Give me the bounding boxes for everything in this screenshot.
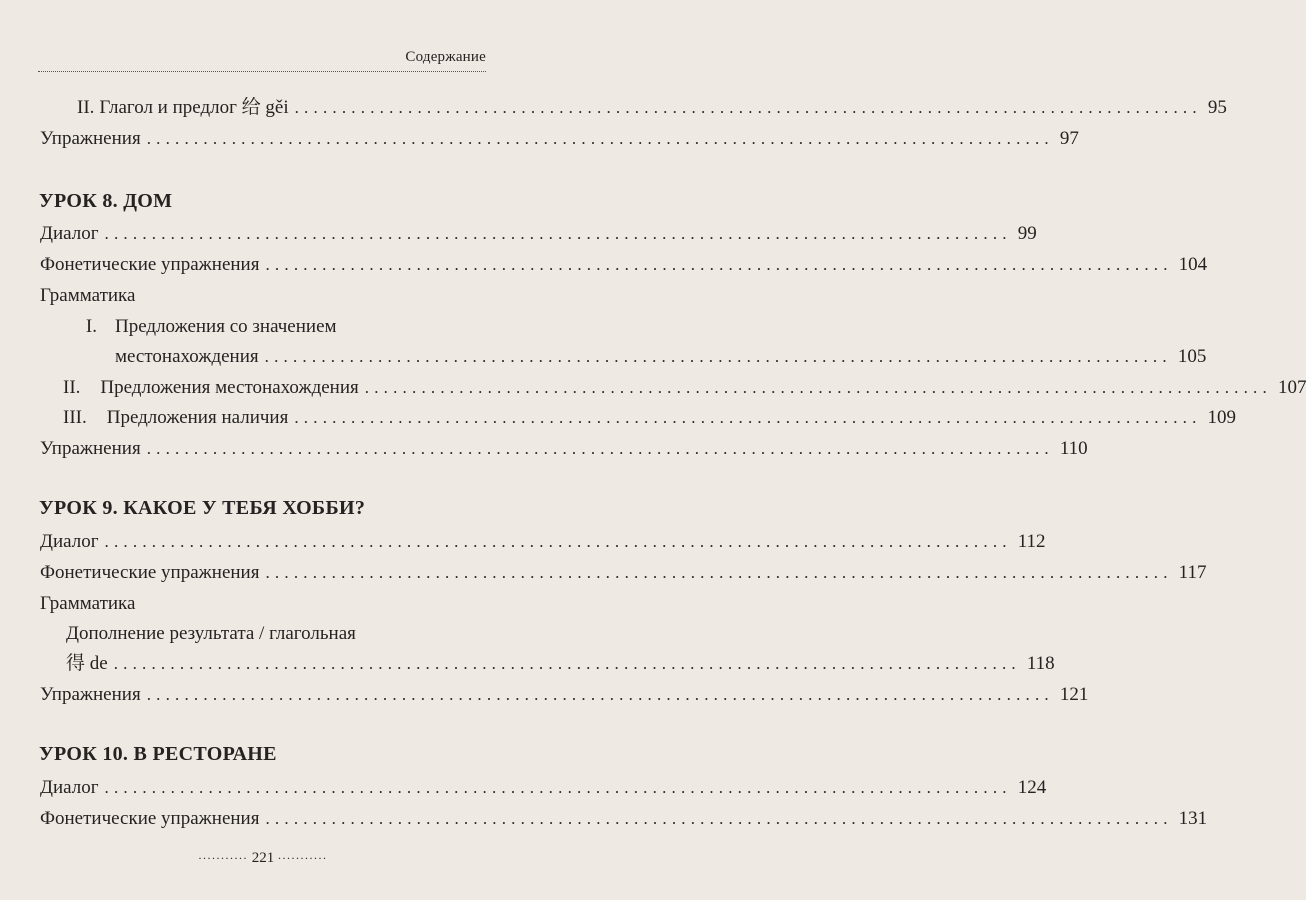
section-label: Грамматика [40,285,136,306]
entry-page: 112 [1017,531,1046,552]
leader-dots: ................................................................................................ [146,129,1054,148]
chapter-heading[interactable]: УРОК 8. ДОМ [39,190,173,212]
leader-dots: ................................................................................................ [364,378,1272,397]
leader-dots: ................................................................................................ [265,809,1173,828]
entry-title: Фонетические упражнения [40,808,260,829]
entry-title: Упражнения [40,438,141,459]
leader-dots: ................................................................................................ [146,439,1054,458]
entry-number: III. [63,407,87,428]
entry-title: Диалог [40,223,99,244]
entry-page: 97 [1059,128,1079,149]
entry-title: Дополнение результата / глагольная [66,623,356,644]
entry-page: 95 [1207,97,1227,118]
entry-number: II. [63,377,81,398]
entry-title: Предложения со значением [115,316,337,337]
leader-dots: ................................................................................................ [104,778,1012,797]
section-label: Грамматика [40,593,136,614]
running-header [38,47,486,72]
entry-title: местонахождения [115,346,259,367]
toc-entry[interactable] [40,253,1208,277]
toc-entry[interactable] [40,683,1089,707]
entry-title: Предложения местонахождения [100,377,359,398]
entry-page: 107 [1277,377,1306,398]
toc-entry[interactable] [63,376,1306,400]
toc-entry [77,315,483,339]
leader-dots: ................................................................................................ [294,98,1202,117]
entry-number: II. [77,97,95,118]
toc-entry[interactable] [40,561,1207,585]
leader-dots: ................................................................................................ [294,408,1202,427]
entry-page: 124 [1017,777,1047,798]
leader-dots: ................................................................................................ [146,685,1054,704]
toc-entry[interactable] [40,127,1079,151]
toc-entry[interactable] [77,96,1227,120]
toc-entry[interactable] [115,345,1207,369]
page-footer [0,848,526,870]
entry-page: 131 [1178,808,1208,829]
entry-page: 109 [1207,407,1237,428]
toc-entry[interactable] [40,530,1046,554]
entry-page: 99 [1017,223,1037,244]
entry-title: 得 de [66,653,108,674]
toc-entry[interactable] [66,652,1055,676]
entry-title: Фонетические упражнения [40,254,260,275]
toc-entry[interactable] [40,807,1208,831]
footer-dots-right: ........... [278,848,328,862]
toc-entry[interactable] [40,437,1088,461]
leader-dots: ................................................................................................ [104,224,1012,243]
toc-entry[interactable] [40,222,1037,246]
entry-title: Глагол и предлог 给 gěi [99,97,289,118]
entry-title: Предложения наличия [106,407,289,428]
section-title: Содержание [405,49,486,65]
toc-entry[interactable] [40,776,1047,800]
entry-page: 110 [1059,438,1088,459]
page-number: 221 [251,850,275,866]
chapter-heading[interactable]: УРОК 10. В РЕСТОРАНЕ [39,743,277,765]
chapter-heading[interactable]: УРОК 9. КАКОЕ У ТЕБЯ ХОББИ? [39,497,366,519]
entry-page: 104 [1178,254,1208,275]
leader-dots: ................................................................................................ [264,347,1172,366]
leader-dots: ................................................................................................ [265,255,1173,274]
entry-page: 118 [1026,653,1055,674]
entry-title: Упражнения [40,684,141,705]
entry-page: 117 [1178,562,1207,583]
entry-page: 121 [1059,684,1089,705]
footer-dots-left: ........... [198,848,248,862]
entry-title: Упражнения [40,128,141,149]
entry-page: 105 [1177,346,1207,367]
entry-number: I. [85,316,97,337]
leader-dots: ................................................................................................ [104,532,1012,551]
toc-entry[interactable] [63,406,1237,430]
leader-dots: ................................................................................................ [265,563,1173,582]
entry-title: Фонетические упражнения [40,562,260,583]
leader-dots: ................................................................................................ [113,654,1021,673]
entry-title: Диалог [40,531,99,552]
entry-title: Диалог [40,777,99,798]
